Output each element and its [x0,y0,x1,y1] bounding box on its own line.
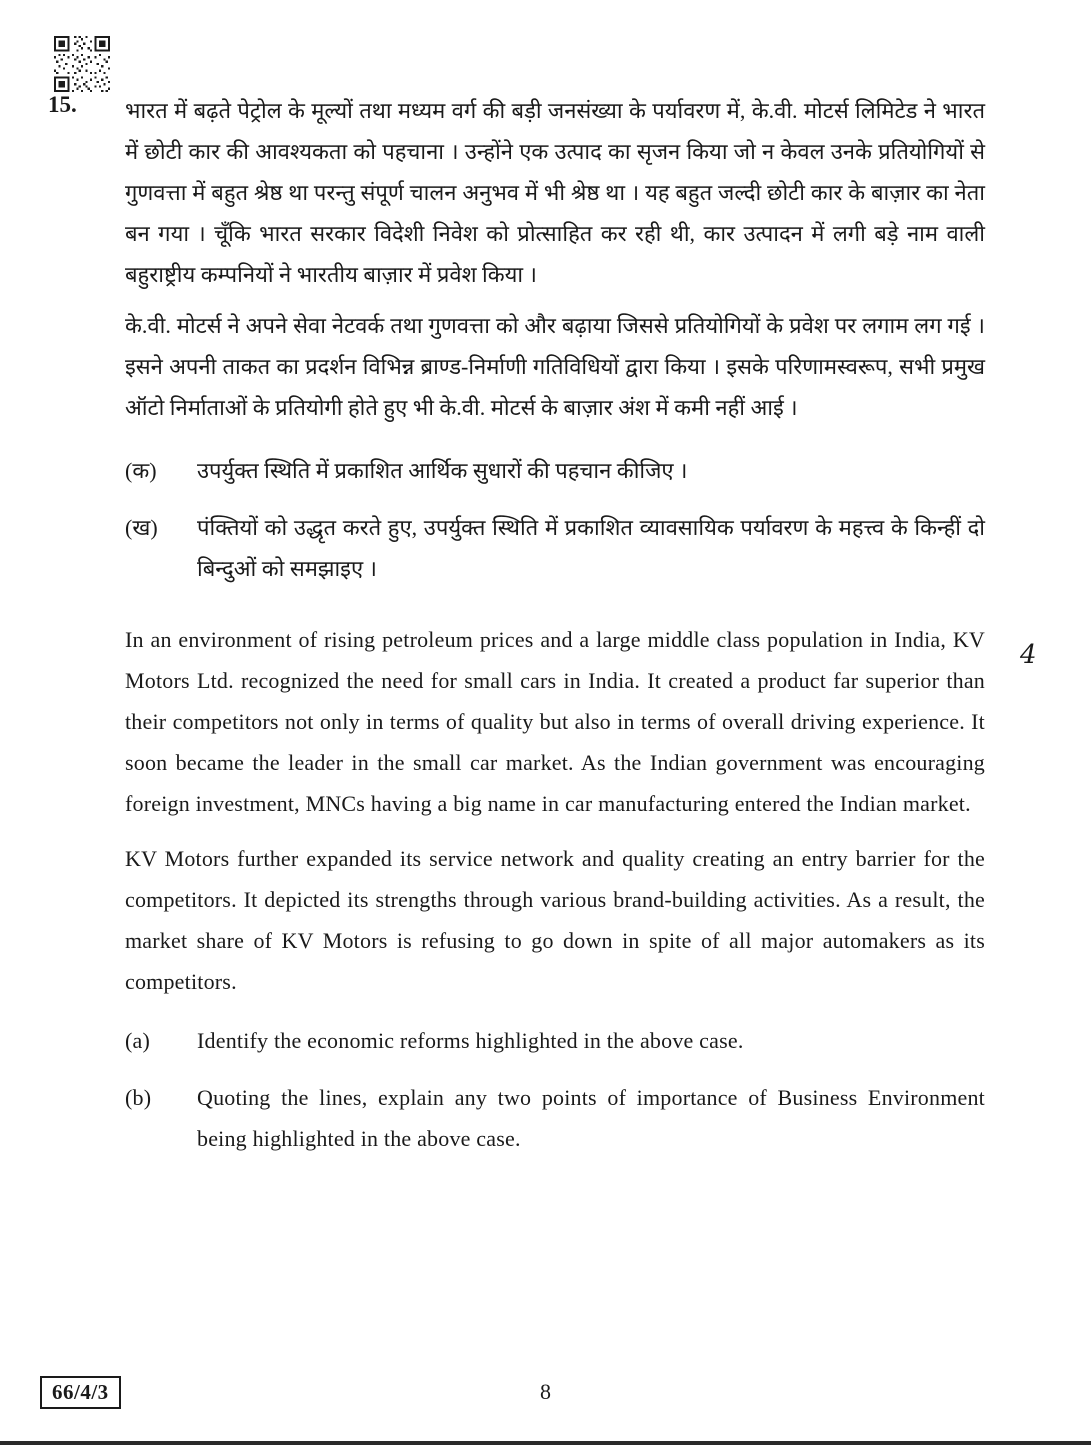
subquestion-text: Identify the economic reforms highlighted in the above case. [197,1028,744,1053]
subquestion-label: (ख) [125,515,158,540]
question-body [125,90,985,1159]
hindi-case-paragraph-2: के.वी. मोटर्स ने अपने सेवा नेटवर्क तथा गुणवत्ता को और बढ़ाया जिससे प्रतियोगियों के प्रवेश पर लगाम लग गई । इसने अपनी ताकत का प्रदर्शन विभिन्न ब्राण्ड-निर्माणी गतिविधियों द्वारा किया । इसके परिणामस्वरूप, सभी प्रमुख ऑटो निर्माताओं के प्रतियोगी होते हुए भी के.वी. मोटर्स के बाज़ार अंश में कमी नहीं आई । [125,313,985,420]
question-number: 15. [48,92,77,117]
scan-edge-line [0,1441,1091,1445]
english-case-paragraph-1: In an environment of rising petroleum prices and a large middle class population in India, KV Motors Ltd. recognized the need for small cars in India. It created a product far superior than their competitors not only in terms of quality but also in terms of overall driving experience. It soon became the leader in the small car market. As the Indian government was encouraging foreign investment, MNCs having a big name in car manufacturing entered the Indian market. [125,627,985,816]
english-subquestion-a [125,1020,985,1061]
subquestion-text: पंक्तियों को उद्धृत करते हुए, उपर्युक्त स्थिति में प्रकाशित व्यावसायिक पर्यावरण के महत्त्व के किन्हीं दो बिन्दुओं को समझाइए । [197,515,985,581]
english-section [125,619,985,1159]
paper-code-box: 66/4/3 [40,1376,121,1409]
marks-value: 4 [1020,640,1037,670]
hindi-subquestion-ka [125,450,985,491]
hindi-case-paragraph-1: भारत में बढ़ते पेट्रोल के मूल्यों तथा मध्यम वर्ग की बड़ी जनसंख्या के पर्यावरण में, के.वी. मोटर्स लिमिटेड ने भारत में छोटी कार की आवश्यकता को पहचाना । उन्होंने एक उत्पाद का सृजन किया जो न केवल उनके प्रतियोगियों से गुणवत्ता में बहुत श्रेष्ठ था परन्तु संपूर्ण चालन अनुभव में भी श्रेष्ठ था । यह बहुत जल्दी छोटी कार के बाज़ार का नेता बन गया । चूँकि भारत सरकार विदेशी निवेश को प्रोत्साहित कर रही थी, कार उत्पादन में लगी बड़े नाम वाली बहुराष्ट्रीय कम्पनियों ने भारतीय बाज़ार में प्रवेश किया । [125,98,985,287]
subquestion-text: उपर्युक्त स्थिति में प्रकाशित आर्थिक सुधारों की पहचान कीजिए । [197,458,688,483]
page-number: 8 [540,1379,551,1404]
qr-code-icon [54,36,110,92]
english-case-paragraph-2: KV Motors further expanded its service network and quality creating an entry barrier for the competitors. It depicted its strengths through various brand-building activities. As a result, the market share of KV Motors is refusing to go down in spite of all major automakers as its competitors. [125,846,985,994]
subquestion-label: (a) [125,1028,151,1053]
subquestion-label: (क) [125,458,157,483]
hindi-subquestion-kha [125,507,985,589]
subquestion-label: (b) [125,1085,152,1110]
english-subquestion-b [125,1077,985,1159]
subquestion-text: Quoting the lines, explain any two points of importance of Business Environment being highlighted in the above case. [197,1085,985,1151]
